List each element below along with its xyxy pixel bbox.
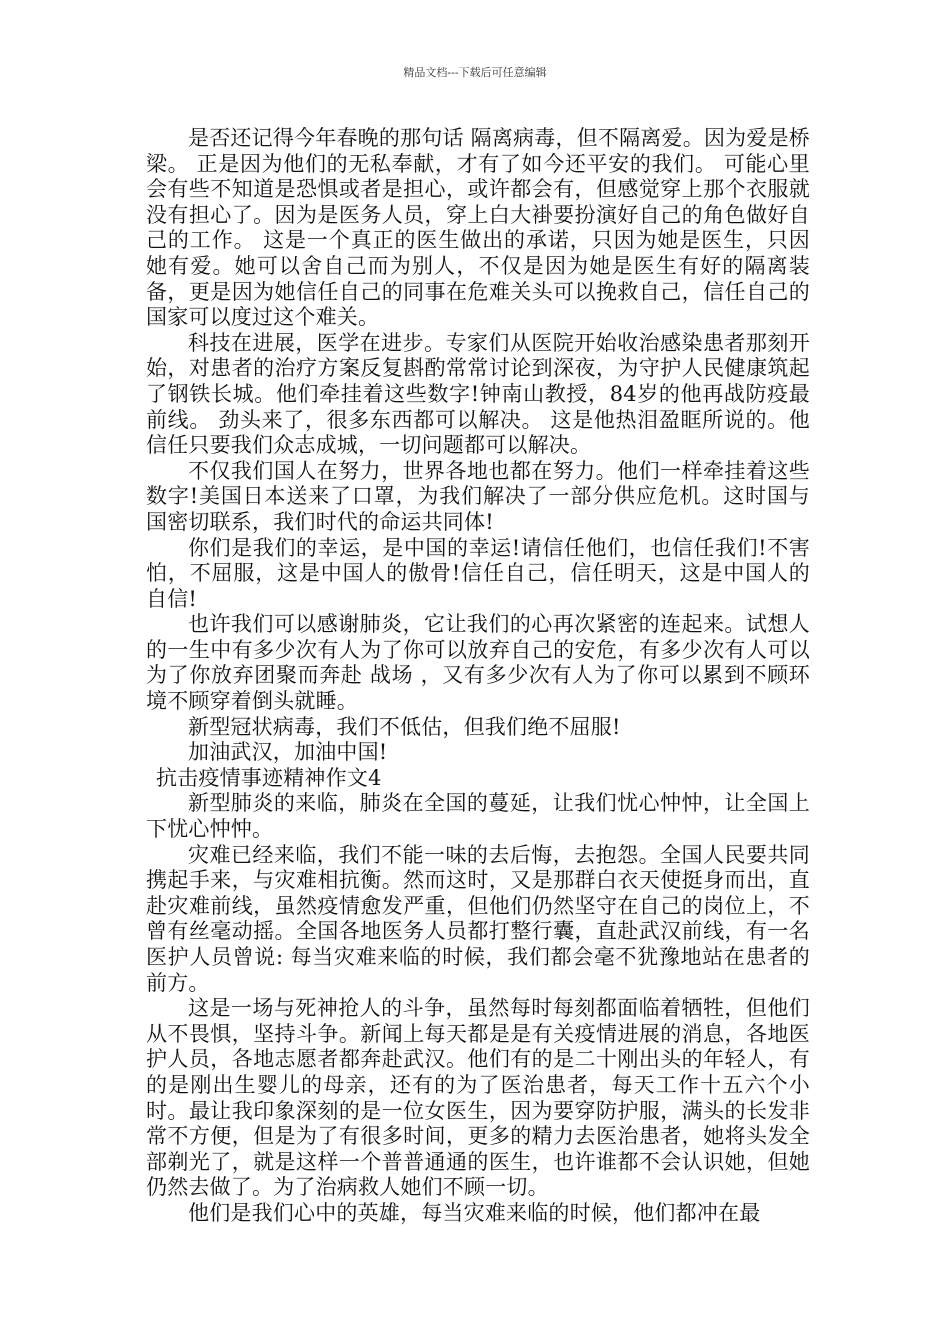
page-header: 精品文档---下载后可任意编辑	[403, 66, 547, 79]
paragraph: 新型冠状病毒，我们不低估，但我们绝不屈服!	[188, 714, 621, 739]
paragraph: 你们是我们的幸运，是中国的幸运!请信任他们，也信任我们!不害怕，不屈服，这是中国人的傲骨!信任自己，信任明天，这是中国人的自信!	[146, 535, 810, 611]
paragraph: 不仅我们国人在努力，世界各地也都在努力。他们一样牵挂着这些数字!美国日本送来了口罩，为我们解决了一部分供应危机。这时国与国密切联系，我们时代的命运共同体!	[146, 458, 810, 534]
paragraph: 科技在进展，医学在进步。专家们从医院开始收治感染患者那刻开始，对患者的治疗方案反复斟酌常常讨论到深夜，为守护人民健康筑起了钢铁长城。他们牵挂着这些数字!钟南山教授，84岁的他再战防疫最前线。 劲头来了，很多东西都可以解决。 这是他热泪盈眶所说的。他信任只要我们众志成城，一切问题都可以解决。	[146, 330, 810, 458]
paragraph: 加油武汉，加油中国!	[188, 740, 388, 765]
document-body	[146, 126, 810, 1227]
paragraph: 新型肺炎的来临，肺炎在全国的蔓延，让我们忧心忡忡，让全国上下忧心忡忡。	[146, 791, 810, 842]
section-title: 抗击疫情事迹精神作文4	[156, 765, 382, 790]
paragraph: 他们是我们心中的英雄，每当灾难来临的时候，他们都冲在最	[188, 1200, 761, 1225]
paragraph: 也许我们可以感谢肺炎，它让我们的心再次紧密的连起来。试想人的一生中有多少次有人为了你可以放弃自己的安危，有多少次有人可以为了你放弃团聚而奔赴 战场 ，又有多少次有人为了你可以累到不顾环境不顾穿着倒头就睡。	[146, 612, 810, 714]
paragraph: 这是一场与死神抢人的斗争，虽然每时每刻都面临着牺牲，但他们从不畏惧，坚持斗争。新闻上每天都是是有关疫情进展的消息，各地医护人员，各地志愿者都奔赴武汉。他们有的是二十刚出头的年轻人，有的是刚出生婴儿的母亲，还有的为了医治患者，每天工作十五六个小时。最让我印象深刻的是一位女医生，因为要穿防护服，满头的长发非常不方便，但是为了有很多时间，更多的精力去医治患者，她将头发全部剃光了，就是这样一个普普通通的医生，也许谁都不会认识她，但她仍然去做了。为了治病救人她们不顾一切。	[146, 996, 810, 1200]
paragraph: 灾难已经来临，我们不能一味的去后悔，去抱怨。全国人民要共同携起手来，与灾难相抗衡。然而这时，又是那群白衣天使挺身而出，直赴灾难前线，虽然疫情愈发严重，但他们仍然坚守在自己的岗位上，不曾有丝毫动摇。全国各地医务人员都打整行囊，直赴武汉前线，有一名医护人员曾说: 每当灾难来临的时候，我们都会毫不犹豫地站在患者的前方。	[146, 842, 810, 995]
paragraph: 是否还记得今年春晚的那句话 隔离病毒，但不隔离爱。因为爱是桥梁。 正是因为他们的无私奉献，才有了如今还平安的我们。 可能心里会有些不知道是恐惧或者是担心，或许都会有，但感觉穿上那个衣服就没有担心了。因为是医务人员，穿上白大褂要扮演好自己的角色做好自己的工作。 这是一个真正的医生做出的承诺，只因为她是医生，只因她有爱。她可以舍自己而为别人，不仅是因为她是医生有好的隔离装备，更是因为她信任自己的同事在危难关头可以挽救自己，信任自己的国家可以度过这个难关。	[146, 126, 810, 330]
